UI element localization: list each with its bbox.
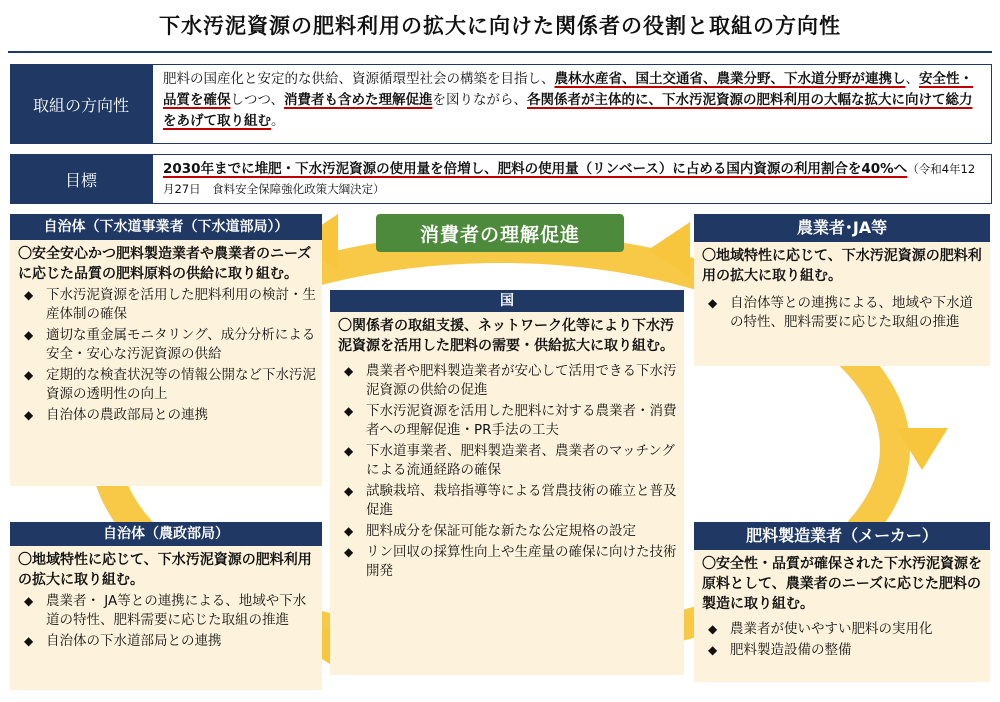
list-item: ◆ 定期的な検査状況等の情報公開など下水汚泥資源の透明性の向上 <box>22 366 316 404</box>
list-item: ◆ 適切な重金属モニタリング、成分分析による安全・安心な汚泥資源の供給 <box>22 326 316 364</box>
goal-text: 2030年までに堆肥・下水汚泥資源の使用量を倍増し、肥料の使用量（リンベース）に占める国内資源の利用割合を40%へ（令和4年12月27日 食料安全保障強化政策大綱決定） <box>163 161 976 196</box>
panel-lead: 〇地域特性に応じて、下水汚泥資源の肥料利用の拡大に取り組む。 <box>18 552 312 588</box>
list-item: ◆ 農業者・ JA等との連携による、地域や下水道の特性、肥料需要に応じた取組の推進 <box>22 592 316 630</box>
panel-header: 自治体（下水道事業者（下水道部局）） <box>10 214 322 240</box>
list-item: ◆ 農業者が使いやすい肥料の実用化 <box>706 620 984 639</box>
panel-header: 肥料製造業者（メーカー） <box>694 522 990 550</box>
list-item: ◆ 下水道事業者、肥料製造業者、農業者のマッチングによる流通経路の確保 <box>342 442 678 480</box>
panel-header: 国 <box>330 290 684 312</box>
panel-list <box>10 286 322 425</box>
consumer-understanding-label: 消費者の理解促進 <box>376 214 624 252</box>
list-item: ◆ 試験栽培、栽培指導等による営農技術の確立と普及促進 <box>342 482 678 520</box>
panel-lead: 〇関係者の取組支援、ネットワーク化等により下水汚泥資源を活用した肥料の需要・供給拡大に取り組む。 <box>338 318 674 354</box>
list-item: ◆ 肥料成分を保証可能な新たな公定規格の設定 <box>342 522 678 541</box>
panel-fertilizer-maker <box>694 522 990 682</box>
panel-municipality-sewer <box>10 214 322 486</box>
panel-header: 自治体（農政部局） <box>10 522 322 546</box>
list-item: ◆ 自治体等との連携による、地域や下水道の特性、肥料需要に応じた取組の推進 <box>706 294 984 332</box>
panel-list <box>330 362 684 581</box>
panel-list <box>10 592 322 651</box>
list-item: ◆ 肥料製造設備の整備 <box>706 641 984 660</box>
list-item: ◆ リン回収の採算性向上や生産量の確保に向けた技術開発 <box>342 543 678 581</box>
panel-farmers-ja <box>694 214 990 366</box>
panel-lead: 〇安全安心かつ肥料製造業者や農業者のニーズに応じた品質の肥料原料の供給に取り組む。 <box>18 246 312 282</box>
panel-list <box>694 294 990 332</box>
list-item: ◆ 自治体の下水道部局との連携 <box>22 632 316 651</box>
panel-list <box>694 620 990 660</box>
list-item: ◆ 下水汚泥資源を活用した肥料利用の検討・生産体制の確保 <box>22 286 316 324</box>
panel-lead: 〇地域特性に応じて、下水汚泥資源の肥料利用の拡大に取り組む。 <box>702 248 982 284</box>
list-item: ◆ 農業者や肥料製造業者が安心して活用できる下水汚泥資源の供給の促進 <box>342 362 678 400</box>
goal-label: 目標 <box>10 154 152 204</box>
list-item: ◆ 下水汚泥資源を活用した肥料に対する農業者・消費者への理解促進・PR手法の工夫 <box>342 402 678 440</box>
page-title: 下水汚泥資源の肥料利用の拡大に向けた関係者の役割と取組の方向性 <box>159 14 841 38</box>
list-item: ◆ 自治体の農政部局との連携 <box>22 406 316 425</box>
direction-text: 肥料の国産化と安定的な供給、資源循環型社会の構築を目指し、農林水産省、国土交通省、農業分野、下水道分野が連携し、安全性・品質を確保しつつ、消費者も含めた理解促進を図りながら、各関係者が主体的に、下水汚泥資源の肥料利用の大幅な拡大に向けて総力をあげて取り組む。 <box>163 71 973 129</box>
panel-municipality-agri <box>10 522 322 690</box>
direction-label: 取組の方向性 <box>10 64 152 144</box>
panel-national <box>330 290 684 675</box>
panel-lead: 〇安全性・品質が確保された下水汚泥資源を原料として、農業者のニーズに応じた肥料の製造に取り組む。 <box>702 556 982 612</box>
panel-header: 農業者･JA等 <box>694 214 990 242</box>
